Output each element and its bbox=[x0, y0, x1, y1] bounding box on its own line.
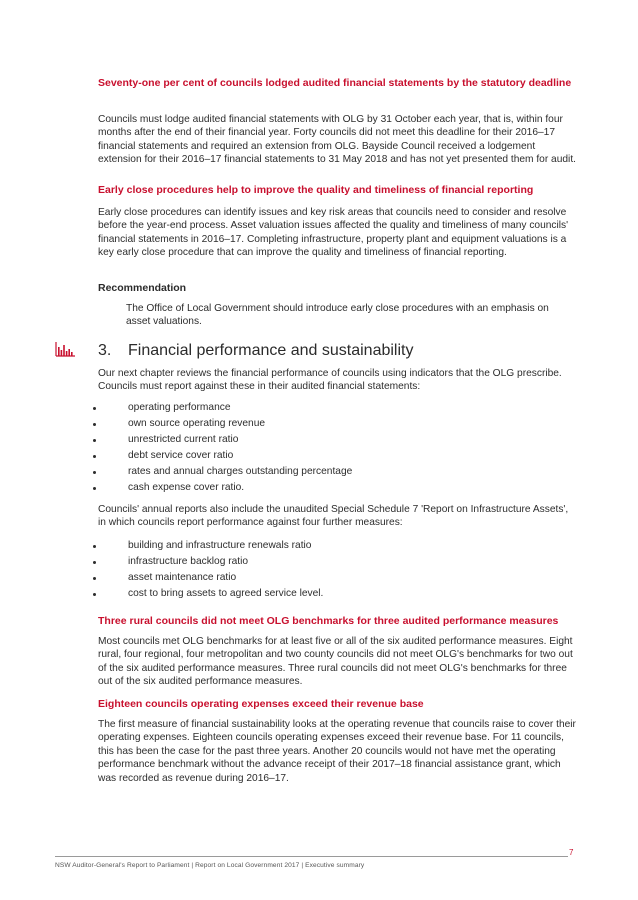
list-item: asset maintenance ratio bbox=[98, 570, 576, 586]
list-item: own source operating revenue bbox=[98, 416, 576, 432]
footer-text: NSW Auditor-General's Report to Parliament | Report on Local Government 2017 | Executive summary bbox=[55, 862, 365, 869]
paragraph-infrastructure: Councils' annual reports also include the unaudited Special Schedule 7 'Report on Infrastructure Assets', in which councils report performance against four further measures: bbox=[98, 504, 569, 529]
chapter-title: Financial performance and sustainability bbox=[128, 342, 414, 359]
paragraph-rural-councils: Most councils met OLG benchmarks for at least five or all of the six audited performance measures. Eight rural, four regional, four metropolitan and two county councils did not meet OLG's benchmarks for two out of the six audited performance measures. Three rural councils did not meet OLG's benchmarks for three out of the six audited performance measures. bbox=[98, 636, 573, 688]
paragraph-indicators: Our next chapter reviews the financial performance of councils using indicators that the OLG prescribe. Councils must report against these in their audited financial statements: bbox=[98, 368, 562, 393]
paragraph-lodgement: Councils must lodge audited financial statements with OLG by 31 October each year, that is, within four months after the end of their financial year. Forty councils did not meet this deadline for their 2016–17 financial statements and required an extension from OLG. Bayside Council received a lodgement extension for their 2016–17 financial statements to 31 May 2018 and has not yet presented them for audit. bbox=[98, 114, 576, 166]
page-number: 7 bbox=[569, 848, 574, 857]
list-item: unrestricted current ratio bbox=[98, 432, 576, 448]
paragraph-early-close: Early close procedures can identify issues and key risk areas that councils need to consider and resolve before the year-end process. Asset valuation issues affected the quality and timeliness of many councils' financial statements in 2016–17. Completing infrastructure, property plant and equipment valuations is a key early close procedure that can improve the quality and timeliness of financial reporting. bbox=[98, 207, 569, 259]
list-item: cost to bring assets to agreed service level. bbox=[98, 586, 576, 602]
recommendation-heading: Recommendation bbox=[98, 282, 187, 294]
list-item: operating performance bbox=[98, 400, 576, 416]
recommendation-text: The Office of Local Government should introduce early close procedures with an emphasis on asset valuations. bbox=[126, 303, 549, 328]
list-item: building and infrastructure renewals ratio bbox=[98, 538, 576, 554]
chapter-number: 3. bbox=[98, 342, 112, 359]
list-item: cash expense cover ratio. bbox=[98, 480, 576, 496]
heading-operating-expenses: Eighteen councils operating expenses exceed their revenue base bbox=[98, 698, 424, 710]
indicator-list bbox=[98, 400, 576, 496]
list-item: infrastructure backlog ratio bbox=[98, 554, 576, 570]
heading-rural-councils: Three rural councils did not meet OLG benchmarks for three audited performance measures bbox=[98, 615, 559, 627]
paragraph-operating-expenses: The first measure of financial sustainability looks at the operating revenue that councils raise to cover their operating expenses. Eighteen councils operating expenses exceed their revenue base. For 11 councils, this has been the case for the past three years. Another 20 councils would not have met the operating performance benchmark without the advance receipt of their 2017–18 financial assistance grant, which was recorded as revenue during 2016–17. bbox=[98, 719, 576, 784]
bar-chart-icon bbox=[55, 341, 75, 357]
infrastructure-measure-list bbox=[98, 538, 576, 602]
list-item: debt service cover ratio bbox=[98, 448, 576, 464]
footer-rule bbox=[55, 856, 568, 857]
list-item: rates and annual charges outstanding percentage bbox=[98, 464, 576, 480]
chapter-heading bbox=[98, 341, 413, 361]
heading-lodgement: Seventy-one per cent of councils lodged audited financial statements by the statutory deadline bbox=[98, 77, 572, 89]
heading-early-close: Early close procedures help to improve the quality and timeliness of financial reporting bbox=[98, 184, 534, 196]
